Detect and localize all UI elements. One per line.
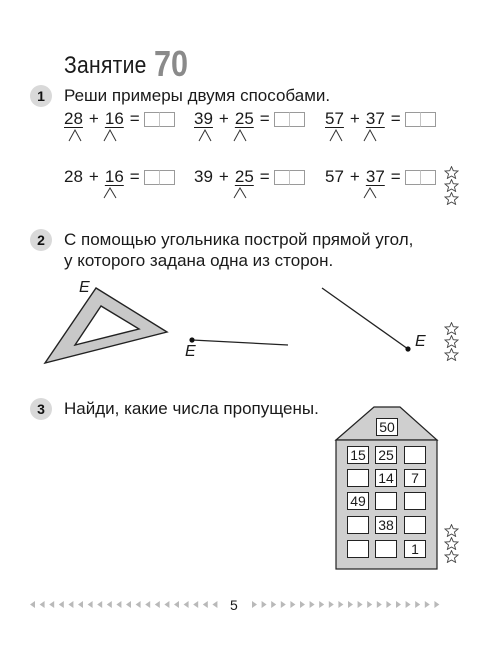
task-1-expr-2-3: 57 + 37 = [325,166,436,188]
footer-arrow-left-icon [30,601,35,608]
footer-arrow-right-icon [377,601,382,608]
footer-arrow-left-icon [40,601,45,608]
label-triangle-vertex: E [79,279,90,296]
task-1-expr-2-1: 28 + 16 = [64,166,175,188]
lesson-title: Занятие [64,52,147,79]
footer-arrow-right-icon [262,601,267,608]
footer-arrow-right-icon [290,601,295,608]
footer-arrow-right-icon [310,601,315,608]
footer-arrow-right-icon [425,601,430,608]
footer-arrow-left-icon [116,601,121,608]
footer-arrow-left-icon [193,601,198,608]
footer-arrow-right-icon [386,601,391,608]
footer-arrow-left-icon [212,601,217,608]
label-segment-1: E [185,343,196,360]
footer-arrow-right-icon [434,601,439,608]
task-1-expr-1-2: 39 + 25 = [194,108,305,130]
label-segment-2: E [415,333,426,350]
footer-arrow-left-icon [174,601,179,608]
house-roof-cell: 50 [376,418,398,436]
footer-arrow-left-icon [88,601,93,608]
footer-arrow-left-icon [155,601,160,608]
footer-arrow-left-icon [184,601,189,608]
footer-arrow-right-icon [367,601,372,608]
footer-arrow-right-icon [300,601,305,608]
footer-arrow-left-icon [59,601,64,608]
house-cell: 25 [375,446,397,464]
house-cell: 14 [375,469,397,487]
task-1-badge: 1 [30,85,52,107]
house-cell: 49 [347,492,369,510]
footer-arrow-left-icon [126,601,131,608]
task-2-line-2: у которого задана одна из сторон. [64,251,334,270]
footer-arrow-left-icon [97,601,102,608]
footer-arrow-right-icon [396,601,401,608]
page-number: 5 [230,597,238,613]
house-cell: 1 [404,540,426,558]
task-1-expr-2-2: 39 + 25 = [194,166,305,188]
footer-arrow-right-icon [252,601,257,608]
task-1-expr-1-3: 57 + 37 = [325,108,436,130]
house-cell: 38 [375,516,397,534]
footer-arrow-right-icon [348,601,353,608]
footer-arrow-left-icon [145,601,150,608]
task-3-badge: 3 [30,398,52,420]
footer-arrow-left-icon [78,601,83,608]
house-cell: 7 [404,469,426,487]
footer-arrow-right-icon [281,601,286,608]
footer-arrow-right-icon [329,601,334,608]
footer-arrow-right-icon [338,601,343,608]
lesson-number: 70 [154,43,189,84]
footer-arrow-right-icon [271,601,276,608]
task-2-badge: 2 [30,229,52,251]
footer-arrow-right-icon [415,601,420,608]
task-2-line-1: С помощью угольника построй прямой угол, [64,230,414,249]
footer-arrow-left-icon [107,601,112,608]
footer-arrow-left-icon [136,601,141,608]
footer-arrow-right-icon [358,601,363,608]
footer-arrow-left-icon [203,601,208,608]
footer-arrow-left-icon [164,601,169,608]
house-cell: 15 [347,446,369,464]
footer-arrow-right-icon [319,601,324,608]
task-1-expr-1-1: 28 + 16 = [64,108,175,130]
task-1-text: Реши примеры двумя способами. [64,86,331,105]
task-3-text: Найди, какие числа пропущены. [64,399,319,418]
footer-arrow-left-icon [49,601,54,608]
footer-arrow-left-icon [68,601,73,608]
footer-arrow-right-icon [406,601,411,608]
